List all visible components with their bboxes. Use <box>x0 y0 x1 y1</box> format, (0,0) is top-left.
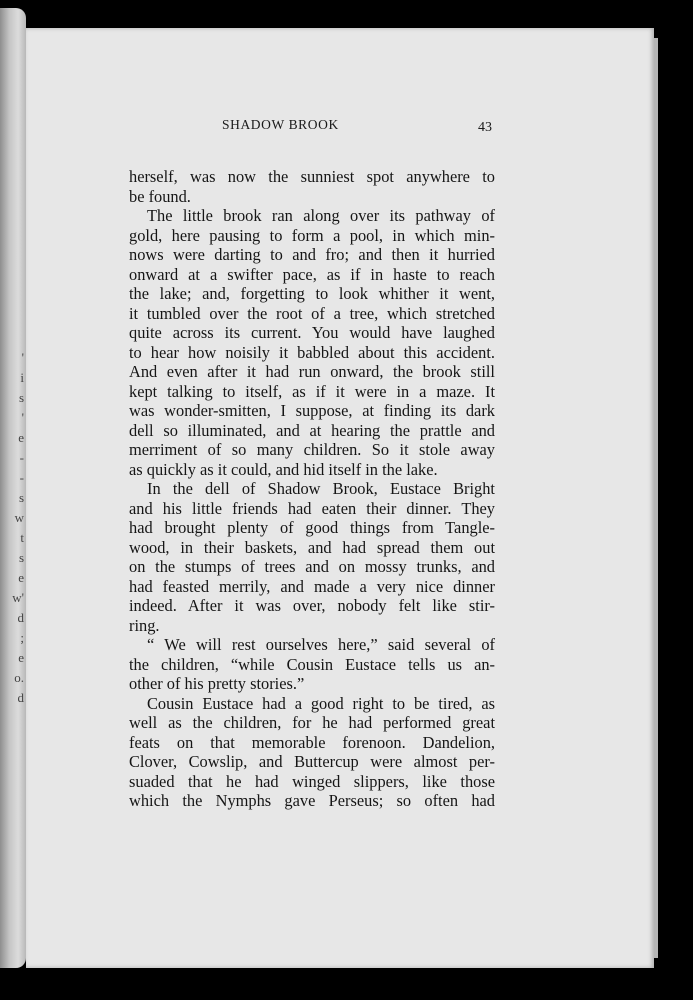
margin-mark: i <box>20 370 24 385</box>
page-edge-shadow <box>654 38 658 958</box>
margin-mark: ' <box>21 410 24 425</box>
text-line: gold, here pausing to form a pool, in which min- <box>129 225 495 245</box>
margin-mark: w' <box>12 590 24 605</box>
margin-mark: o. <box>14 670 24 685</box>
margin-mark: w <box>14 510 24 525</box>
text-line: was wonder-smitten, I suppose, at finding its dark <box>129 401 495 420</box>
text-line: be found. <box>129 186 191 206</box>
margin-mark: s <box>18 490 24 505</box>
text-line: on the stumps of trees and on mossy trunks, and <box>129 557 495 576</box>
margin-mark: e <box>18 650 24 665</box>
text-line: feats on that memorable forenoon. Dandelion, <box>129 732 495 752</box>
text-line: Cousin Eustace had a good right to be tired, as <box>147 693 495 713</box>
text-line: which the Nymphs gave Perseus; so often had <box>129 791 495 810</box>
text-line: herself, was now the sunniest spot anywhere to <box>129 167 495 186</box>
text-line: as quickly as it could, and hid itself in the lake. <box>129 459 438 479</box>
text-line: the children, “while Cousin Eustace tells us an- <box>129 654 495 674</box>
text-line: In the dell of Shadow Brook, Eustace Bright <box>147 479 495 498</box>
margin-mark: e <box>18 430 24 445</box>
margin-mark: ' <box>21 350 24 365</box>
text-line: onward at a swifter pace, as if in haste to reach <box>129 264 495 284</box>
text-line: indeed. After it was over, nobody felt like stir- <box>129 596 495 615</box>
margin-mark: e <box>18 570 24 585</box>
facing-page-margin-marks <box>2 348 24 768</box>
text-line: it tumbled over the root of a tree, which stretched <box>129 303 495 323</box>
margin-mark: t <box>20 530 24 545</box>
text-line: Clover, Cowslip, and Buttercup were almost per- <box>129 752 495 771</box>
text-line: dell so illuminated, and at hearing the prattle and <box>129 420 495 440</box>
text-line: the lake; and, forgetting to look whither it went, <box>129 284 495 303</box>
margin-mark: d <box>17 690 24 705</box>
text-line: The little brook ran along over its pathway of <box>147 206 495 225</box>
page-number: 43 <box>478 120 492 135</box>
running-head: SHADOW BROOK <box>222 117 339 132</box>
text-line: and his little friends had eaten their dinner. They <box>129 498 495 518</box>
margin-mark: d <box>17 610 24 625</box>
text-line: And even after it had run onward, the brook still <box>129 362 495 381</box>
text-line: nows were darting to and fro; and then it hurried <box>129 245 495 264</box>
text-line: merriment of so many children. So it stole away <box>129 440 495 459</box>
text-line: well as the children, for he had performed great <box>129 713 495 732</box>
text-line: had feasted merrily, and made a very nice dinner <box>129 576 495 596</box>
body-text <box>129 167 495 811</box>
margin-mark: - <box>19 470 24 485</box>
text-line: “ We will rest ourselves here,” said several of <box>147 635 495 654</box>
margin-mark: s <box>18 390 24 405</box>
margin-mark: - <box>19 450 24 465</box>
text-line: wood, in their baskets, and had spread them out <box>129 537 495 557</box>
text-line: quite across its current. You would have laughed <box>129 323 495 342</box>
text-line: suaded that he had winged slippers, like those <box>129 771 495 791</box>
facing-page-edge <box>0 8 26 968</box>
text-line: other of his pretty stories.” <box>129 674 305 693</box>
text-line: to hear how noisily it babbled about this accident. <box>129 342 495 362</box>
text-line: ring. <box>129 615 160 635</box>
text-line: had brought plenty of good things from Tangle- <box>129 518 495 537</box>
margin-mark: ; <box>20 630 24 645</box>
text-line: kept talking to itself, as if it were in a maze. It <box>129 381 495 401</box>
margin-mark: s <box>18 550 24 565</box>
